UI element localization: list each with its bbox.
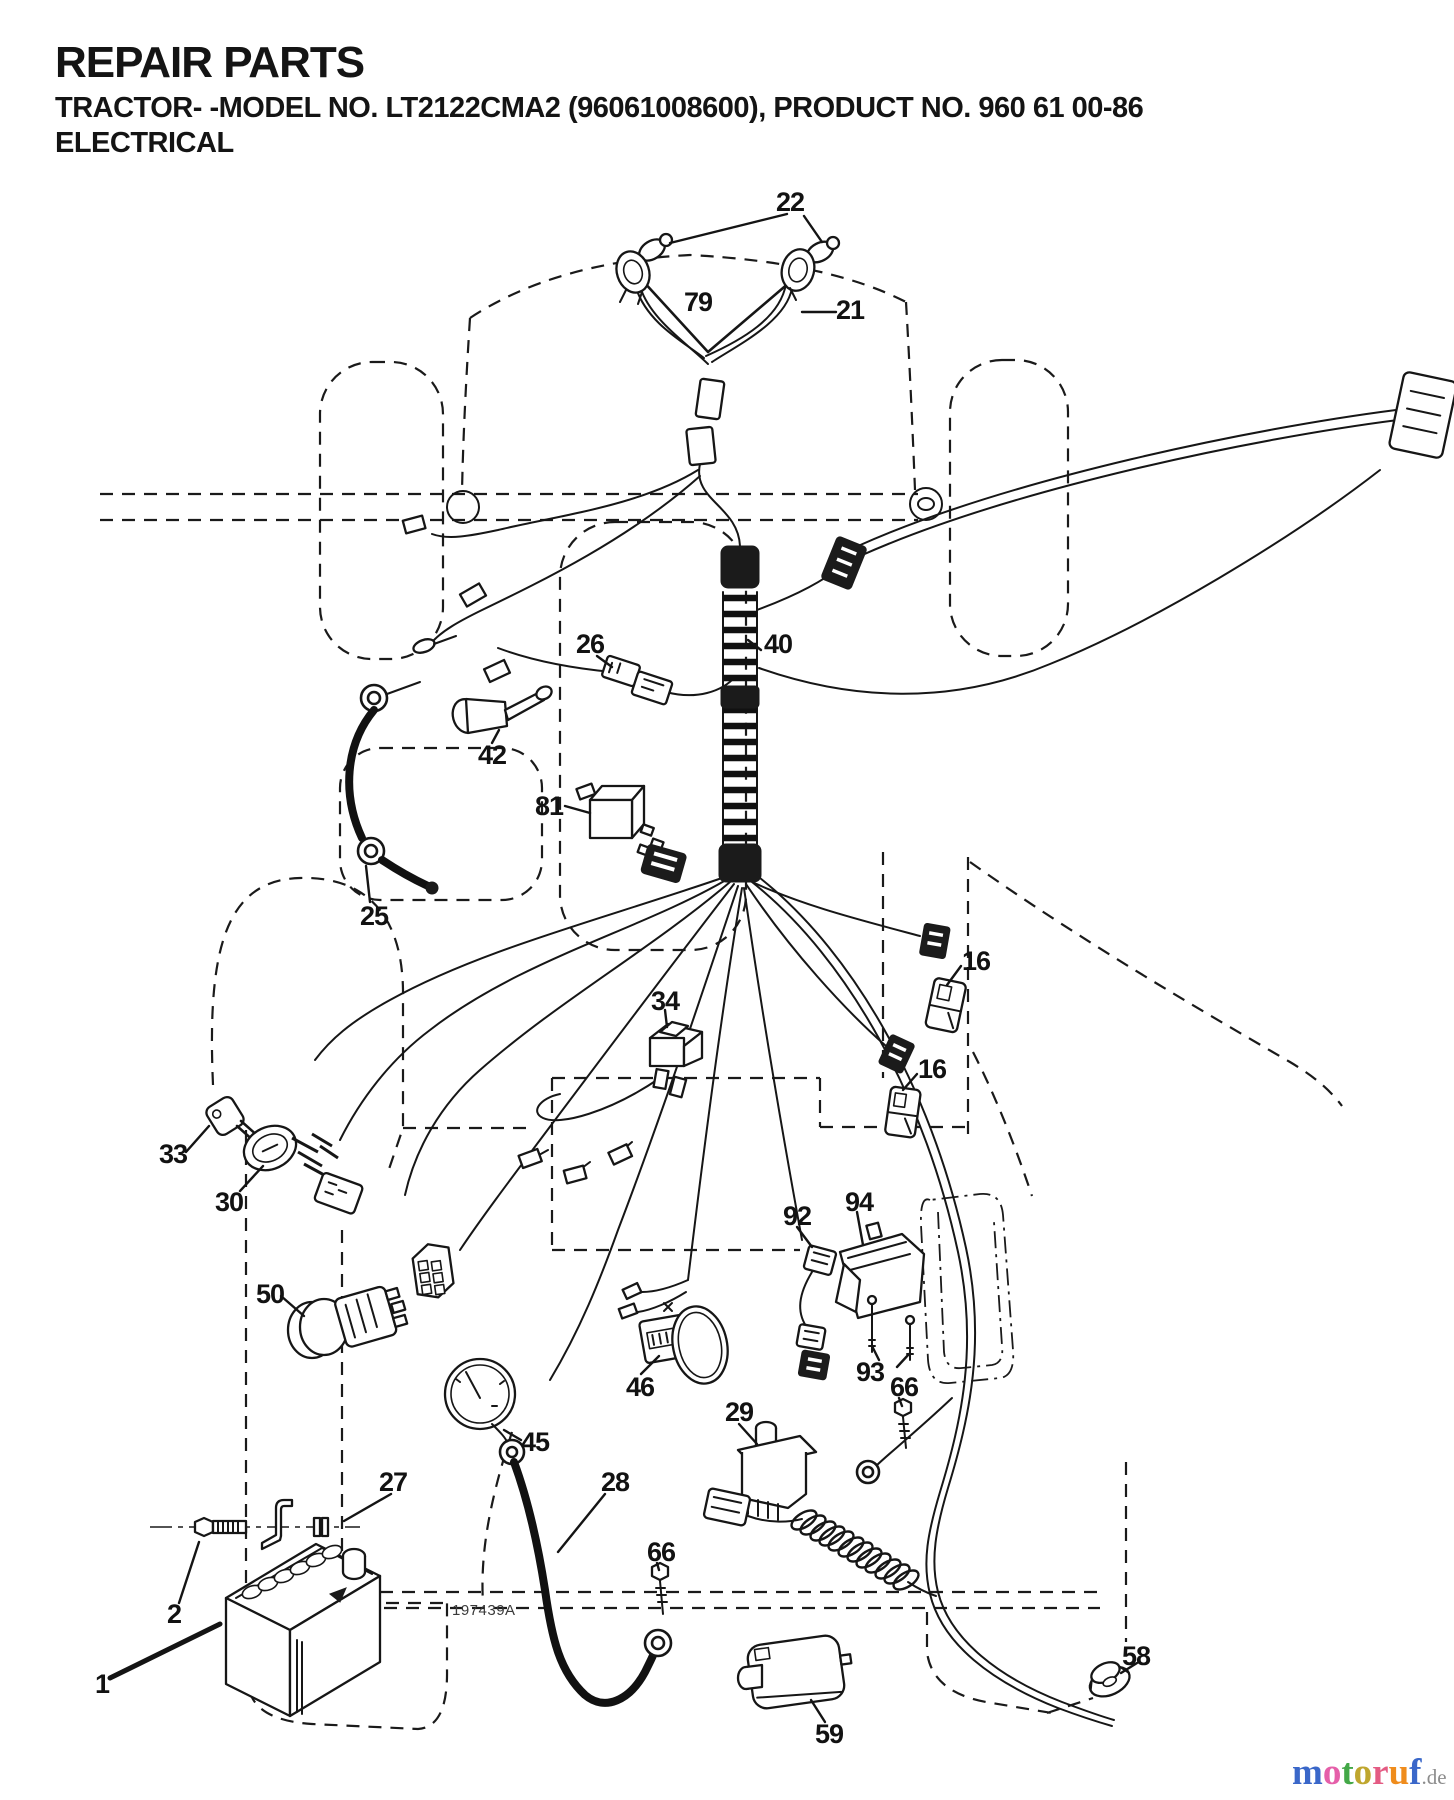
- battery-cable-28: [514, 1462, 671, 1703]
- light-harness-connectors-21: [686, 379, 724, 466]
- battery-bolt-2: [195, 1518, 246, 1536]
- grommet-58: [1083, 1656, 1135, 1703]
- harness-plug-connectors: [821, 371, 1454, 1074]
- callout-33: 33: [159, 1139, 188, 1169]
- jumper-harness-92: [796, 1245, 836, 1380]
- callout-16: 16: [962, 946, 991, 976]
- hour-meter-46: [639, 1301, 735, 1389]
- callout-59: 59: [815, 1719, 844, 1749]
- callout-2: 2: [167, 1599, 182, 1629]
- callout-26: 26: [576, 629, 605, 659]
- wiring-loom-40: [719, 546, 761, 882]
- callout-81: 81: [535, 791, 564, 821]
- callout-25: 25: [360, 901, 389, 931]
- plunger-switch-34: [650, 1022, 702, 1097]
- fuse-26: [601, 655, 672, 705]
- callout-27: 27: [379, 1467, 408, 1497]
- ammeter-45: [445, 1359, 524, 1464]
- module-94: [836, 1223, 924, 1318]
- callout-30: 30: [215, 1187, 244, 1217]
- callout-42: 42: [478, 740, 507, 770]
- callout-79: 79: [684, 287, 713, 317]
- leader-lines: [110, 214, 1137, 1722]
- callout-34: 34: [651, 986, 680, 1016]
- callout-28: 28: [601, 1467, 630, 1497]
- hold-down-assembly-27: [262, 1500, 328, 1549]
- callout-16: 16: [918, 1054, 947, 1084]
- module-59: [738, 1633, 856, 1711]
- callout-50: 50: [256, 1279, 285, 1309]
- harness-connector-8pin: [411, 1242, 455, 1301]
- callout-58: 58: [1122, 1641, 1151, 1671]
- coiled-wire: [788, 1461, 921, 1593]
- callout-66: 66: [647, 1537, 676, 1567]
- watermark-motoruf: [1292, 1754, 1447, 1791]
- relay-81: [576, 784, 687, 884]
- callout-46: 46: [626, 1372, 655, 1402]
- callout-93: 93: [856, 1357, 885, 1387]
- section-label: ELECTRICAL: [55, 127, 234, 160]
- callout-1: 1: [95, 1669, 110, 1699]
- seat-switch-29: [703, 1422, 816, 1526]
- watermark-word: motoruf: [1292, 1752, 1422, 1793]
- interlock-connector-16-upper: [925, 977, 967, 1033]
- terminal-cover-42: [449, 684, 554, 736]
- drawing-number: 197439A: [452, 1602, 516, 1619]
- ground-cable-25: [349, 710, 438, 894]
- page-header: [55, 40, 1143, 160]
- page-title: REPAIR PARTS: [55, 38, 365, 87]
- model-line: TRACTOR- -MODEL NO. LT2122CMA2 (96061008600), PRODUCT NO. 960 61 00-86: [55, 92, 1144, 125]
- light-switch-50: [288, 1282, 411, 1358]
- callout-45: 45: [521, 1427, 550, 1457]
- watermark-suffix: .de: [1421, 1765, 1447, 1789]
- callout-40: 40: [764, 629, 793, 659]
- callout-21: 21: [836, 295, 865, 325]
- callout-94: 94: [845, 1187, 874, 1217]
- callout-66: 66: [890, 1372, 919, 1402]
- harness-terminals: [361, 516, 510, 711]
- callout-92: 92: [783, 1201, 812, 1231]
- callout-22: 22: [776, 187, 805, 217]
- harness-branches: [315, 280, 1398, 1726]
- interlock-connector-16-lower: [885, 1086, 921, 1138]
- battery-1: [226, 1543, 380, 1716]
- callout-29: 29: [725, 1397, 754, 1427]
